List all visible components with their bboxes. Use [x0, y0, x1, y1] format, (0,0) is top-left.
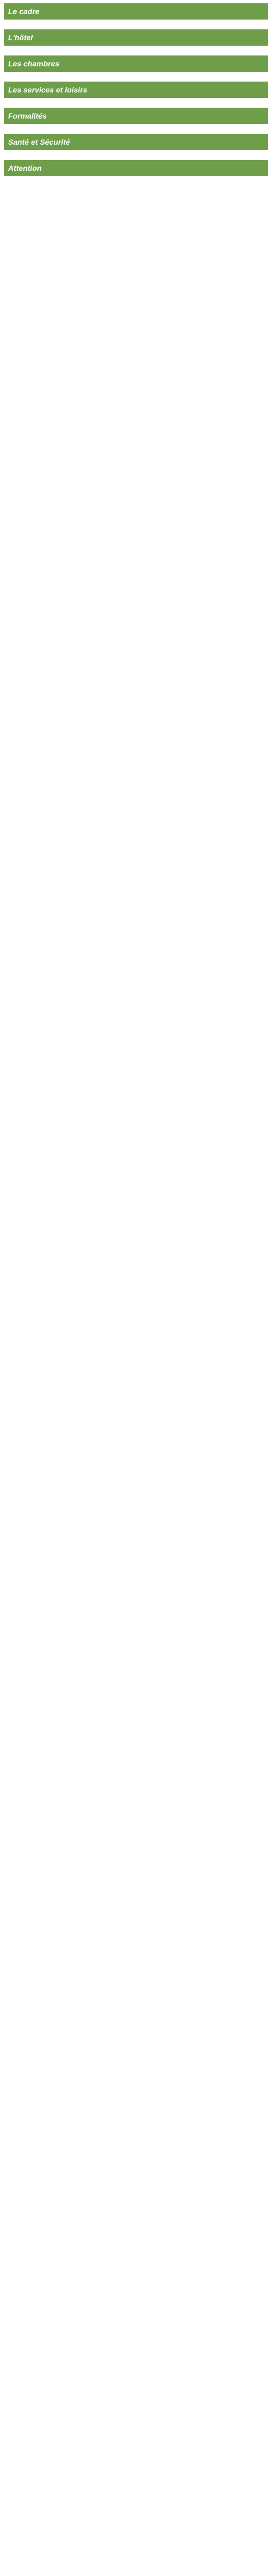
section-title: Santé et Sécurité — [4, 134, 268, 150]
section-title: L'hôtel — [4, 29, 268, 46]
section-sante-securite — [4, 134, 268, 150]
page — [0, 0, 272, 193]
section-title: Les chambres — [4, 55, 268, 72]
section-services-loisirs — [4, 82, 268, 98]
section-title: Le cadre — [4, 3, 268, 20]
section-title: Attention — [4, 160, 268, 176]
section-attention — [4, 160, 268, 176]
section-title: Les services et loisirs — [4, 82, 268, 98]
section-le-cadre — [4, 3, 268, 20]
section-formalites — [4, 108, 268, 124]
section-hotel — [4, 29, 268, 46]
section-title: Formalités — [4, 108, 268, 124]
section-chambres — [4, 55, 268, 72]
